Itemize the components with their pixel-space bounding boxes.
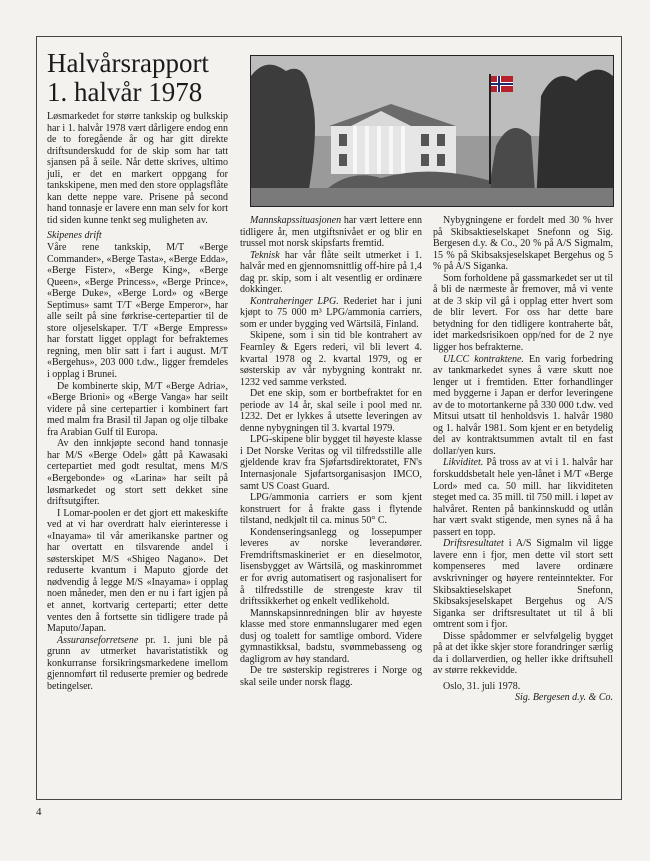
- run-in-heading: ULCC kontraktene.: [443, 353, 524, 365]
- column-1: [47, 49, 228, 692]
- paragraph: Det ene skip, som er bortbefraktet for en periode av 14 år, skal seile i pool med nr. 1232. Det er lykkes å utsette leveringen av denne nybygningen til 3. kvartal 1979.: [240, 388, 422, 434]
- intro-paragraph: Løsmarkedet for større tankskip og bulkskip har i 1. halvår 1978 vært dårligere endog enn de to foregående år og har gitt direkte driftsunderskudd for de skip som har tatt sjansen på å seile. Når dette skrives, ultimo juli, er det en markert oppgang for tankskipene, men med den store opplagsflåte kan dette neppe vare. Prisene på second hand tonnasje er lavere enn man selv for kort tid siden kunne tenkt seg muligheten av.: [47, 111, 228, 226]
- paragraph: Driftsresultatet i A/S Sigmalm vil ligge lavere enn i fjor, men dette vil stort sett kompenseres med lavere ordinære avskrivninger og høyere renteinntekter. For Skibsaktieselskapet Snefonn, Skibsaksjeselskapet Bergehus og A/S Siganka ser driftsresultatet ut til å bli omtrent som i fjor.: [433, 538, 613, 631]
- paragraph: De tre søsterskip registreres i Norge og skal seile under norsk flagg.: [240, 665, 422, 688]
- signature: Sig. Bergesen d.y. & Co.: [515, 692, 613, 704]
- paragraph: LPG/ammonia carriers er som kjent konstruert for å frakte gass i flytende tilstand, nedkjølt til ca. minus 50° C.: [240, 492, 422, 527]
- paragraph: I Lomar-poolen er det gjort ett makeskifte ved at vi har overdratt halv eierinteresse i «Inayama» til vår amerikanske partner og har overtatt en tilsvarende andel i søsterskipet M/S «Shigeo Nagano». Det reduserte kvantum i Maputo gjorde det nødvendig å legge M/S «Inayama» i opplag noen måneder, men den er nu i fart igjen på et annet, kortvarig certeparti; etter dette ventes den å fortsette sin tidligere trade på Maputo/Japan.: [47, 507, 228, 635]
- paragraph: Kontraheringer LPG. Rederiet har i juni kjøpt to 75 000 m³ LPG/ammonia carriers, som er under bygging ved Wärtsilä, Finland.: [240, 295, 423, 330]
- run-in-heading: Mannskapssituasjonen: [250, 215, 342, 226]
- title-line-1: Halvårsrapport: [47, 48, 209, 78]
- paragraph: Teknisk har vår flåte seilt utmerket i 1. halvår med en gjennomsnittlig off-hire på 1,4 dag pr. skip, som i alt vesentlig er ordinære dokkinger.: [240, 249, 422, 296]
- paragraph: Skipene, som i sin tid ble kontrahert av Fearnley & Egers rederi, vil bli levert 4. kvartal 1978 og 2. kvartal 1979, og er søsterskip av vår nybygning kontrakt nr. 1232 ved samme verksted.: [240, 330, 422, 388]
- paragraph: Som forholdene på gassmarkedet ser ut til å bli de nærmeste år fremover, må vi vente at de 3 skip vil gå i opplag etter hvert som de blir levert. For oss har dette bare betydning for den tidligere kontraherte båt, idet markedsrisikoen opp/ned for de 2 nye ligger hos befrakterne.: [433, 272, 613, 354]
- norwegian-flag-icon: [491, 76, 513, 92]
- run-in-heading: Teknisk: [250, 249, 280, 261]
- paragraph: Likviditet. På tross av at vi i 1. halvår har forskuddsbetalt hele yen-lånet i M/T «Berge Lord» med ca. 50 mill. har likviditeten steget med ca. 35 mill. til 750 mill. i løpet av halvåret. Renten på bankinnskudd og utlån har vært svakt stigende, men synes nå å ha passert en topp.: [433, 457, 613, 538]
- dateline: Oslo, 31. juli 1978.: [443, 680, 521, 692]
- paragraph: Mannskapssituasjonen har vært lettere enn tidligere år, men utgiftsnivået er og blir en trussel mot norsk skipsfarts fremtid.: [240, 215, 422, 250]
- manor-house-photo: [250, 55, 614, 207]
- paragraph: De kombinerte skip, M/T «Berge Adria», «Berge Brioni» og «Berge Vanga» har seilt videre på sine certepartier i kombinert fart med malm fra Brasil til Japan og olje tilbake fra Arabian Gulf til Europa.: [47, 380, 228, 438]
- paragraph: Mannskapsinnredningen blir av høyeste klasse med store enmannslugarer med egen dusj og toalett for samtlige ombord. Videre gymnastikksal, badstu, svømmebasseng og dagligrom av høy standard.: [240, 607, 422, 665]
- paragraph: Disse spådommer er selvfølgelig bygget på at det ikke skjer store forandringer særlig da i dollarverdien, og heller ikke driftsuhell av større rekkevidde.: [433, 630, 613, 677]
- section-heading-skipenes-drift: Skipenes drift: [47, 230, 102, 242]
- paragraph: LPG-skipene blir bygget til høyeste klasse i Det Norske Veritas og vil tilfredsstille alle gjeldende krav fra Sjøfartsdirektoratet, FN's Internasjonale Sjøfartsorganisasjon IMCO, samt US Coast Guard.: [240, 434, 422, 492]
- paragraph: Av den innkjøpte second hand tonnasje har M/S «Berge Odel» gått på Kawasaki certepartiet med godt resultat, mens M/S «Bergebonde» og «Larina» har seilt på løsmarkedet og stort sett dekket sine driftsutgifter.: [47, 438, 228, 508]
- run-in-heading: Kontraheringer LPG.: [250, 295, 339, 307]
- paragraph: Assuranseforretsene pr. 1. juni ble på grunn av utmerket havaristatistikk og konkurranse forsikringsmarkedene imellom gjennomført til reduserte premier og bedrede betingelser.: [47, 634, 228, 692]
- article-frame: [36, 36, 622, 800]
- run-in-heading: Driftsresultatet: [443, 538, 504, 550]
- paragraph: Nybygningene er fordelt med 30 % hver på Skibsaktieselskapet Snefonn og Sig. Bergesen d.y. & Co., 20 % på A/S Sigmalm, 15 % på Skibsaksjeselskapet Bergehus og 5 % på A/S Siganka.: [433, 215, 613, 273]
- page-number: 4: [36, 806, 42, 818]
- paragraph: Kondenseringsanlegg og lossepumper leveres av norske leverandører. Fremdriftsmaskineriet er en dieselmotor, lisensbygget av Wärtsilä, og maskinrommet er for øvrig automatisert og rasjonalisert for å tilfredsstille de strengeste krav til driftssikkerhet og enkelt vedlikehold.: [240, 526, 422, 608]
- column-3: [433, 215, 613, 704]
- paragraph: ULCC kontraktene. En varig forbedring av tankmarkedet synes å være skutt noe lenger ut i fremtiden. Etter forhandlinger med byggerne i Japan er derfor leveringene av de to motortankerne på 330 000 t.dw. ved Mitsui utsatt til henholdsvis 1. halvår 1980 og 1. halvår 1981. Som kjent er en betydelig del av kontraktsummen avtalt til en fast dollar/yen kurs.: [433, 353, 613, 457]
- column-2: [240, 215, 422, 688]
- paragraph: Våre rene tankskip, M/T «Berge Commander», «Berge Tasta», «Berge Edda», «Berge Fister», «Berge King», «Berge Queen», «Berge Princess», «Berge Prince», «Berge Duke», «Berge Lord» og «Berge Septimus» samt T/T «Berge Emperor», har alle seilt på sine førkrise-certepartier til de store oljeselskaper. T/T «Berge Empress» har forstatt ligget opplagt for befraktemes regning, men blir satt i fart i august. M/T «Bergehus», 203 000 t.dw., ligger fremdeles i opplag i Brunei.: [47, 242, 228, 381]
- run-in-heading: Assuranseforretsene: [57, 634, 139, 646]
- title-line-2: 1. halvår 1978: [47, 77, 203, 107]
- run-in-heading: Likviditet.: [443, 457, 484, 469]
